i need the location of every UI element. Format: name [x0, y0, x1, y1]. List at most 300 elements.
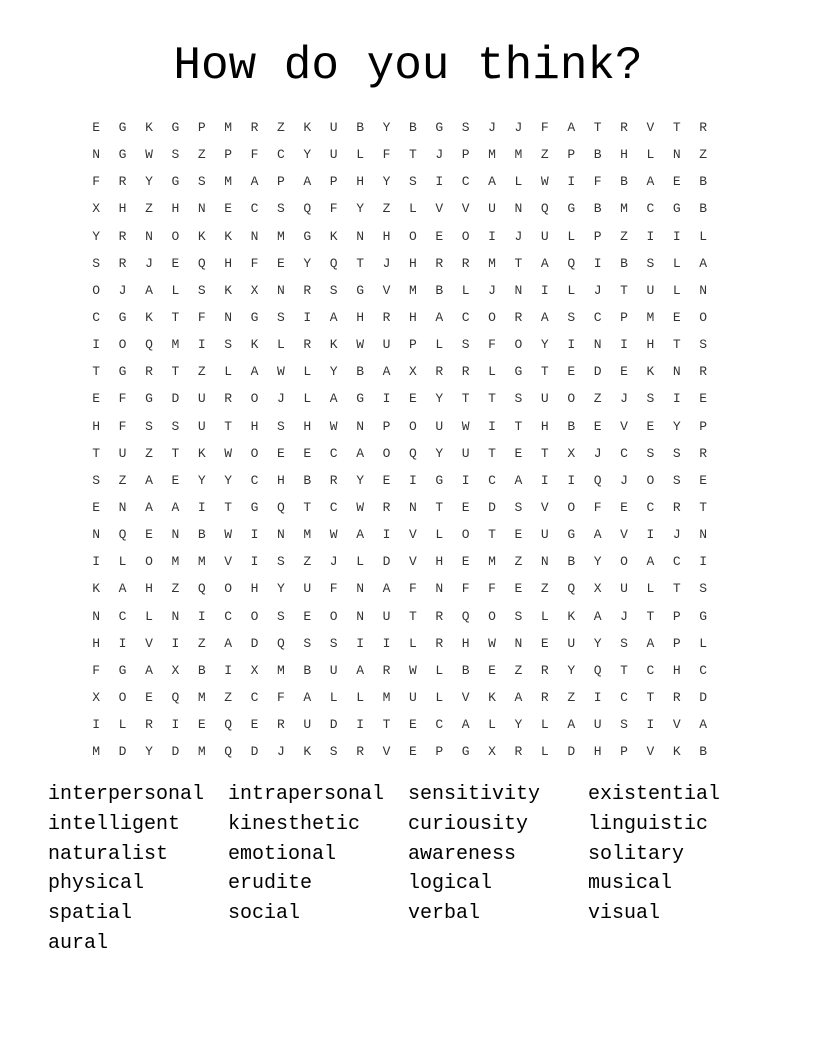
grid-row [83, 277, 716, 304]
grid-letter: H [672, 662, 681, 678]
grid-letter: T [699, 500, 708, 516]
word-bank-item: interpersonal [48, 783, 205, 806]
grid-letter: O [250, 445, 259, 461]
grid-letter: P [461, 147, 470, 163]
grid-letter: W [356, 337, 364, 353]
grid-letter: L [408, 635, 417, 651]
grid-letter: Q [224, 717, 233, 733]
grid-letter: P [197, 120, 206, 136]
grid-letter: N [672, 147, 681, 163]
grid-letter: N [356, 228, 364, 244]
grid-letter: M [171, 337, 180, 353]
grid-letter: Q [277, 635, 285, 651]
grid-letter: H [356, 310, 364, 326]
grid-letter: P [699, 418, 708, 434]
grid-letter: D [593, 364, 602, 380]
grid-row [83, 521, 716, 548]
grid-letter: A [461, 717, 470, 733]
grid-letter: U [540, 228, 549, 244]
grid-letter: L [145, 608, 153, 624]
grid-letter: B [620, 255, 628, 271]
grid-letter: C [646, 500, 655, 516]
grid-letter: L [672, 282, 681, 298]
grid-letter: U [329, 120, 338, 136]
grid-letter: O [567, 391, 576, 407]
grid-letter: T [672, 581, 681, 597]
grid-letter: N [514, 635, 523, 651]
grid-letter: B [593, 147, 602, 163]
grid-letter: Y [224, 472, 233, 488]
grid-letter: E [514, 581, 523, 597]
grid-letter: F [593, 174, 602, 190]
grid-letter: V [540, 500, 549, 516]
grid-letter: I [672, 228, 681, 244]
grid-letter: I [171, 717, 180, 733]
word-bank-item: existential [588, 783, 721, 806]
grid-row [83, 657, 716, 684]
grid-letter: U [118, 445, 127, 461]
grid-letter: Z [118, 472, 127, 488]
grid-letter: A [382, 364, 391, 380]
grid-letter: I [382, 527, 391, 543]
grid-letter: L [356, 690, 364, 706]
grid-letter: Y [145, 174, 153, 190]
grid-letter: S [329, 282, 338, 298]
grid-letter: Z [567, 690, 576, 706]
grid-letter: F [593, 500, 602, 516]
grid-letter: Q [567, 581, 576, 597]
grid-letter: R [435, 255, 444, 271]
grid-letter: Q [567, 255, 576, 271]
grid-letter: R [224, 391, 233, 407]
grid-letter: S [145, 418, 153, 434]
grid-letter: Q [224, 744, 233, 760]
grid-letter: M [620, 201, 628, 217]
grid-letter: M [224, 120, 233, 136]
grid-letter: R [118, 255, 127, 271]
grid-letter: G [118, 662, 127, 678]
grid-row [83, 467, 716, 494]
grid-letter: I [250, 554, 259, 570]
grid-letter: L [488, 364, 496, 380]
word-bank [48, 780, 768, 959]
grid-letter: M [488, 255, 496, 271]
grid-letter: A [514, 472, 523, 488]
grid-letter: S [277, 418, 285, 434]
grid-letter: O [118, 337, 127, 353]
grid-letter: B [699, 174, 708, 190]
grid-letter: A [593, 608, 602, 624]
grid-letter: B [197, 527, 206, 543]
grid-letter: B [461, 662, 470, 678]
grid-letter: M [646, 310, 655, 326]
grid-letter: Y [145, 744, 153, 760]
grid-letter: F [118, 418, 127, 434]
grid-letter: M [514, 147, 523, 163]
grid-letter: A [145, 282, 153, 298]
grid-letter: I [646, 527, 655, 543]
word-bank-item: naturalist [48, 842, 169, 866]
grid-letter: R [250, 120, 259, 136]
grid-letter: K [672, 744, 681, 760]
grid-row [83, 114, 716, 141]
grid-letter: I [224, 662, 233, 678]
grid-letter: H [382, 228, 391, 244]
grid-letter: G [435, 472, 444, 488]
grid-letter: T [646, 690, 655, 706]
grid-letter: D [699, 690, 708, 706]
word-bank-item: linguistic [588, 812, 709, 836]
grid-letter: E [171, 255, 180, 271]
grid-letter: V [620, 418, 628, 434]
grid-letter: C [224, 608, 233, 624]
grid-row [83, 223, 716, 250]
grid-letter: E [699, 472, 708, 488]
grid-letter: N [672, 364, 681, 380]
word-bank-item: intelligent [48, 812, 181, 836]
word-bank-item: awareness [408, 842, 517, 866]
grid-letter: L [277, 337, 285, 353]
grid-letter: D [250, 635, 259, 651]
grid-letter: Q [593, 472, 602, 488]
grid-letter: C [277, 147, 285, 163]
grid-row [83, 250, 716, 277]
grid-row [83, 141, 716, 168]
grid-letter: Y [197, 472, 206, 488]
grid-letter: L [408, 201, 417, 217]
grid-letter: L [540, 717, 549, 733]
grid-letter: E [514, 527, 523, 543]
grid-letter: X [593, 581, 602, 597]
grid-letter: B [197, 662, 206, 678]
grid-letter: Q [171, 690, 180, 706]
grid-letter: E [303, 445, 312, 461]
grid-letter: I [250, 527, 259, 543]
grid-letter: S [329, 744, 338, 760]
grid-letter: R [435, 608, 444, 624]
grid-letter: T [224, 500, 233, 516]
grid-letter: O [699, 310, 708, 326]
grid-letter: S [461, 337, 470, 353]
grid-letter: C [646, 662, 655, 678]
grid-letter: E [408, 391, 417, 407]
grid-letter: Y [593, 554, 602, 570]
grid-letter: I [488, 418, 496, 434]
grid-letter: E [277, 445, 285, 461]
grid-letter: Y [514, 717, 523, 733]
grid-letter: F [277, 690, 285, 706]
grid-letter: T [646, 608, 655, 624]
grid-letter: A [646, 554, 655, 570]
grid-letter: N [92, 527, 101, 543]
grid-letter: A [329, 391, 338, 407]
grid-letter: V [461, 690, 470, 706]
grid-letter: C [461, 174, 470, 190]
grid-letter: U [197, 391, 206, 407]
grid-letter: D [171, 391, 180, 407]
grid-letter: K [145, 310, 153, 326]
grid-letter: X [250, 662, 259, 678]
word-bank-item: spatial [48, 902, 133, 926]
grid-letter: E [408, 744, 417, 760]
grid-letter: G [303, 228, 312, 244]
grid-letter: T [593, 120, 602, 136]
grid-letter: A [356, 445, 364, 461]
grid-letter: P [329, 174, 338, 190]
grid-row [83, 738, 716, 765]
grid-letter: D [250, 744, 259, 760]
grid-letter: S [171, 418, 180, 434]
grid-letter: F [461, 581, 470, 597]
grid-letter: W [224, 527, 233, 543]
grid-letter: Y [329, 364, 338, 380]
grid-letter: A [699, 255, 708, 271]
word-bank-item: intrapersonal [228, 783, 385, 806]
grid-letter: M [92, 744, 101, 760]
grid-letter: A [303, 174, 312, 190]
grid-letter: P [224, 147, 233, 163]
grid-letter: I [646, 717, 655, 733]
grid-letter: N [197, 201, 206, 217]
grid-letter: Q [197, 581, 206, 597]
grid-letter: C [92, 310, 101, 326]
grid-letter: R [145, 364, 153, 380]
grid-letter: U [540, 391, 549, 407]
grid-letter: P [593, 228, 602, 244]
grid-letter: P [620, 744, 628, 760]
grid-letter: U [382, 608, 391, 624]
grid-letter: C [593, 310, 602, 326]
grid-letter: J [145, 255, 153, 271]
grid-letter: G [356, 282, 364, 298]
grid-row [83, 358, 716, 385]
grid-letter: N [435, 581, 444, 597]
grid-letter: Z [171, 581, 180, 597]
grid-letter: E [620, 500, 628, 516]
grid-letter: L [435, 690, 444, 706]
grid-letter: C [250, 690, 259, 706]
grid-letter: F [540, 120, 549, 136]
grid-letter: K [303, 120, 312, 136]
grid-letter: F [197, 310, 206, 326]
grid-letter: R [118, 174, 127, 190]
grid-letter: T [488, 527, 496, 543]
grid-letter: A [303, 690, 312, 706]
grid-letter: A [646, 174, 655, 190]
grid-letter: N [699, 282, 708, 298]
grid-row [83, 168, 716, 195]
grid-letter: J [514, 120, 523, 136]
grid-letter: R [145, 717, 153, 733]
grid-letter: I [171, 635, 180, 651]
grid-letter: H [303, 418, 312, 434]
grid-letter: K [329, 337, 338, 353]
puzzle-title: How do you think? [173, 40, 643, 92]
grid-letter: X [567, 445, 576, 461]
grid-letter: N [699, 527, 708, 543]
grid-letter: S [567, 310, 576, 326]
grid-letter: N [171, 608, 180, 624]
grid-letter: Y [277, 581, 285, 597]
word-bank-item: kinesthetic [228, 812, 361, 836]
word-bank-item: visual [588, 902, 661, 926]
grid-letter: D [118, 744, 127, 760]
grid-letter: G [118, 310, 127, 326]
grid-letter: O [329, 608, 338, 624]
grid-letter: F [250, 147, 259, 163]
grid-letter: Z [224, 690, 233, 706]
grid-letter: M [488, 554, 496, 570]
grid-letter: N [514, 282, 523, 298]
grid-letter: I [699, 554, 708, 570]
grid-letter: R [699, 364, 708, 380]
grid-letter: L [303, 364, 312, 380]
grid-letter: H [250, 418, 259, 434]
grid-letter: S [699, 581, 708, 597]
grid-letter: C [672, 554, 681, 570]
grid-letter: S [277, 201, 285, 217]
grid-letter: Z [540, 581, 549, 597]
grid-letter: H [540, 418, 549, 434]
grid-letter: H [224, 255, 233, 271]
grid-letter: Z [620, 228, 628, 244]
grid-letter: T [92, 364, 101, 380]
grid-letter: K [92, 581, 101, 597]
grid-letter: R [620, 120, 628, 136]
grid-letter: I [197, 608, 206, 624]
grid-letter: O [250, 391, 259, 407]
grid-letter: G [171, 120, 180, 136]
grid-letter: H [356, 174, 364, 190]
grid-letter: E [250, 717, 259, 733]
grid-letter: K [197, 445, 206, 461]
grid-letter: P [277, 174, 285, 190]
word-bank-item: erudite [228, 872, 313, 896]
grid-letter: S [277, 554, 285, 570]
grid-letter: A [329, 310, 338, 326]
grid-letter: R [118, 228, 127, 244]
grid-letter: J [118, 282, 127, 298]
word-bank-item: musical [588, 872, 673, 896]
grid-letter: A [567, 120, 576, 136]
grid-letter: K [224, 282, 233, 298]
grid-letter: O [567, 500, 576, 516]
grid-letter: M [224, 174, 233, 190]
grid-row [83, 711, 716, 738]
grid-letter: Z [277, 120, 285, 136]
grid-letter: Q [540, 201, 549, 217]
grid-letter: U [303, 581, 312, 597]
grid-letter: L [567, 282, 576, 298]
grid-letter: Z [303, 554, 312, 570]
grid-letter: F [329, 581, 338, 597]
grid-letter: K [197, 228, 206, 244]
grid-letter: R [382, 500, 391, 516]
grid-letter: E [540, 635, 549, 651]
grid-letter: J [488, 282, 496, 298]
grid-letter: A [224, 635, 233, 651]
grid-letter: M [197, 690, 206, 706]
grid-letter: I [646, 228, 655, 244]
grid-letter: L [435, 337, 444, 353]
grid-letter: Y [435, 391, 444, 407]
grid-letter: M [408, 282, 417, 298]
grid-letter: E [699, 391, 708, 407]
grid-letter: O [488, 310, 496, 326]
grid-letter: S [224, 337, 233, 353]
grid-letter: S [197, 282, 206, 298]
grid-letter: Y [672, 418, 681, 434]
grid-letter: R [382, 662, 391, 678]
grid-row [83, 684, 716, 711]
grid-letter: H [145, 581, 153, 597]
grid-letter: G [567, 527, 576, 543]
grid-letter: C [620, 445, 628, 461]
grid-letter: C [488, 472, 496, 488]
grid-letter: T [620, 662, 628, 678]
grid-letter: E [646, 418, 655, 434]
grid-letter: B [699, 744, 708, 760]
grid-letter: N [118, 500, 127, 516]
grid-letter: I [593, 690, 602, 706]
grid-letter: J [382, 255, 391, 271]
grid-letter: W [277, 364, 285, 380]
grid-letter: W [145, 147, 153, 163]
grid-letter: R [435, 635, 444, 651]
grid-letter: I [356, 635, 364, 651]
grid-letter: G [461, 744, 470, 760]
grid-letter: V [646, 744, 655, 760]
grid-letter: T [488, 445, 496, 461]
grid-letter: O [250, 608, 259, 624]
grid-letter: I [408, 472, 417, 488]
grid-letter: S [408, 174, 417, 190]
grid-letter: A [356, 527, 364, 543]
grid-letter: I [672, 391, 681, 407]
grid-letter: S [672, 445, 681, 461]
grid-letter: S [277, 310, 285, 326]
grid-row [83, 575, 716, 602]
grid-letter: U [646, 282, 655, 298]
grid-letter: Z [699, 147, 708, 163]
grid-letter: J [593, 445, 602, 461]
grid-letter: U [382, 337, 391, 353]
grid-letter: E [197, 717, 206, 733]
grid-letter: M [277, 228, 285, 244]
grid-row [83, 413, 716, 440]
grid-letter: P [672, 635, 681, 651]
grid-letter: T [92, 445, 101, 461]
grid-letter: J [672, 527, 681, 543]
grid-letter: S [514, 500, 523, 516]
grid-letter: O [92, 282, 101, 298]
grid-row [83, 630, 716, 657]
grid-letter: T [540, 445, 549, 461]
grid-letter: V [435, 201, 444, 217]
grid-letter: R [461, 255, 470, 271]
grid-letter: A [356, 662, 364, 678]
grid-letter: S [646, 391, 655, 407]
grid-letter: G [699, 608, 708, 624]
grid-letter: N [540, 554, 549, 570]
grid-letter: T [382, 717, 391, 733]
grid-letter: F [92, 174, 101, 190]
grid-letter: L [435, 527, 444, 543]
grid-letter: Z [197, 635, 206, 651]
grid-letter: B [567, 554, 576, 570]
grid-letter: T [435, 500, 444, 516]
grid-letter: B [593, 201, 602, 217]
